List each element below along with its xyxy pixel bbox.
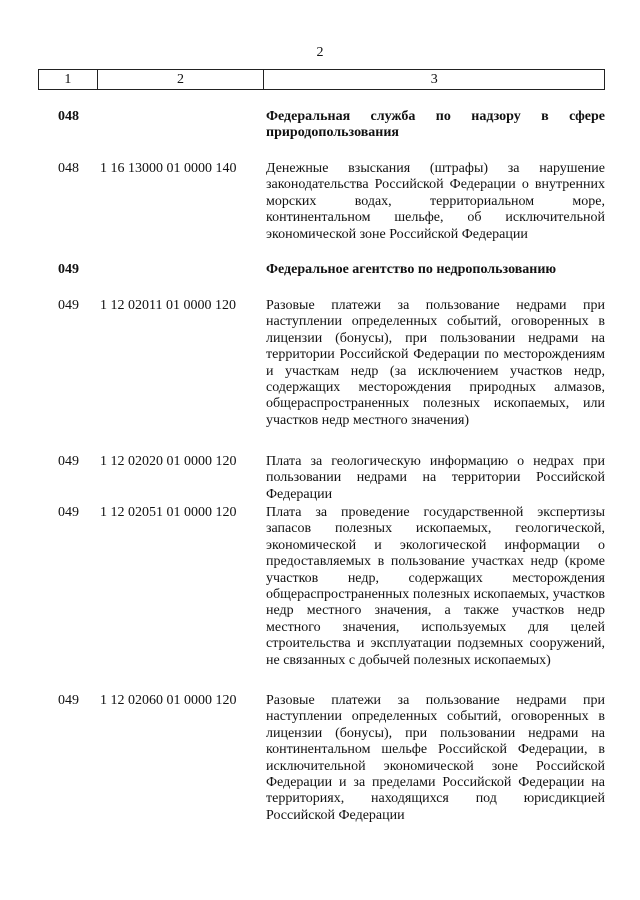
row-description: Федеральное агентство по недропользованию (266, 262, 557, 277)
budget-code: 1 12 02060 01 0000 120 (100, 693, 237, 708)
admin-code: 049 (58, 298, 79, 313)
column-header-2: 2 (97, 70, 264, 90)
budget-code: 1 16 13000 01 0000 140 (100, 161, 237, 176)
row-description: Разовые платежи за пользование недрами при наступлении определенных событий, оговоренных в лицензии (бонусы), при пользовании недрами на территории Российской Федерации по месторождениям и участкам недр (за исключением участков недр, содержащих месторождения природных алмазов, общераспространенных полезных ископаемых, или участков недр местного значения) (266, 298, 605, 428)
budget-code: 1 12 02020 01 0000 120 (100, 454, 237, 469)
row-description: Плата за проведение государственной экспертизы запасов полезных ископаемых, геологической, экономической и экологической информации о предоставляемых в пользование участках недр (кроме участков недр, содержащих месторождения общераспространенных полезных ископаемых, участков недр местного значения, а также участков недр местного значения, используемых для целей строительства и эксплуатации подземных сооружений, не связанных с добычей полезных ископаемых) (266, 505, 605, 668)
budget-code: 1 12 02011 01 0000 120 (100, 298, 236, 313)
budget-code: 1 12 02051 01 0000 120 (100, 505, 237, 520)
column-header-table (38, 69, 605, 90)
row-description: Разовые платежи за пользование недрами при наступлении определенных событий, оговоренных в лицензии (бонусы), при пользовании недрами на континентальном шельфе Российской Федерации, в исключительной экономической зоне Российской Федерации и за пределами Российской Федерации на территориях, находящихся под юрисдикцией Российской Федерации (266, 693, 605, 823)
admin-code: 049 (58, 505, 79, 520)
admin-code: 048 (58, 161, 79, 176)
column-header-3: 3 (264, 70, 605, 90)
admin-code: 048 (58, 109, 79, 124)
column-header-1: 1 (39, 70, 98, 90)
admin-code: 049 (58, 693, 79, 708)
row-description: Плата за геологическую информацию о недрах при пользовании недрами на территории Российской Федерации (266, 454, 605, 502)
admin-code: 049 (58, 262, 79, 277)
page-number: 2 (316, 45, 324, 60)
admin-code: 049 (58, 454, 79, 469)
row-description: Федеральная служба по надзору в сфере природопользования (266, 109, 605, 141)
row-description: Денежные взыскания (штрафы) за нарушение законодательства Российской Федерации о внутренних морских водах, территориальном море, континентальном шельфе, об исключительной экономической зоне Российской Федерации (266, 161, 605, 242)
